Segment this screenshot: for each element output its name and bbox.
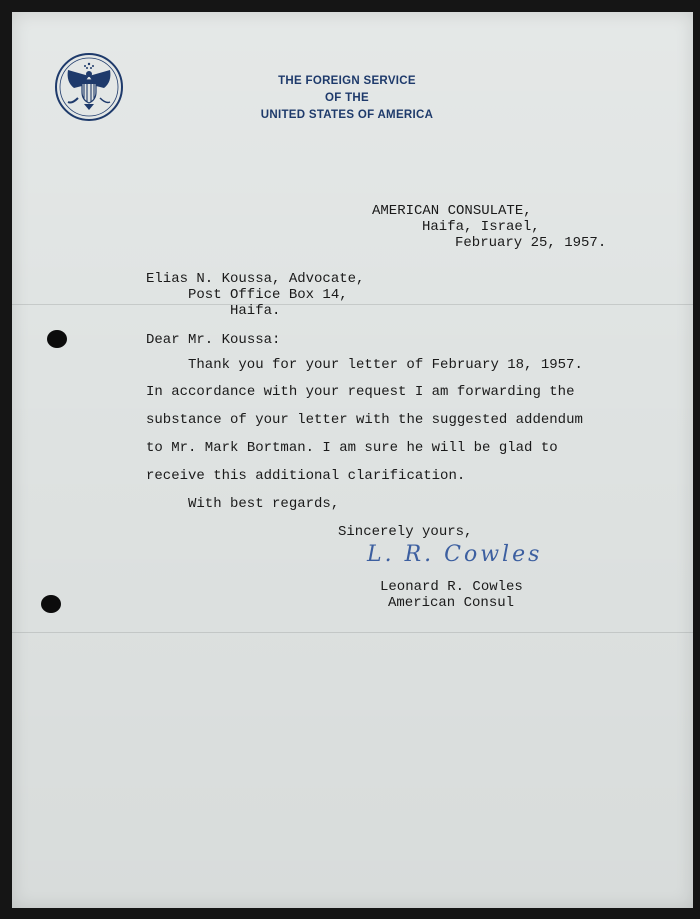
letterhead-line-3: UNITED STATES OF AMERICA [260, 109, 434, 121]
recipient-line-3: Haifa. [230, 303, 281, 319]
great-seal-icon [54, 52, 124, 122]
recipient-line-2: Post Office Box 14, [188, 287, 348, 303]
body-line-4: to Mr. Mark Bortman. I am sure he will be glad to [146, 440, 558, 456]
body-line-3: substance of your letter with the suggested addendum [146, 412, 583, 428]
fold-line [12, 304, 693, 305]
signer-title: American Consul [388, 595, 515, 611]
closing: Sincerely yours, [338, 524, 473, 540]
letter-page [12, 12, 693, 908]
letter-date: February 25, 1957. [455, 235, 607, 251]
letterhead [257, 73, 437, 124]
punch-hole [41, 595, 61, 613]
sender-address-line-2: Haifa, Israel, [422, 219, 540, 235]
body-line-1: Thank you for your letter of February 18, 1957. [188, 357, 583, 373]
body-line-2: In accordance with your request I am forwarding the [146, 384, 575, 400]
signer-name: Leonard R. Cowles [380, 579, 523, 595]
salutation: Dear Mr. Koussa: [146, 332, 281, 348]
body-line-5: receive this additional clarification. [146, 468, 466, 484]
letterhead-line-1: THE FOREIGN SERVICE [278, 75, 416, 87]
recipient-line-1: Elias N. Koussa, Advocate, [146, 271, 365, 287]
regards: With best regards, [188, 496, 340, 512]
punch-hole [47, 330, 67, 348]
fold-line [12, 632, 693, 633]
letterhead-line-2: OF THE [325, 92, 369, 104]
sender-address-line-1: AMERICAN CONSULATE, [372, 203, 532, 219]
handwritten-signature: L. R. Cowles [367, 542, 543, 567]
